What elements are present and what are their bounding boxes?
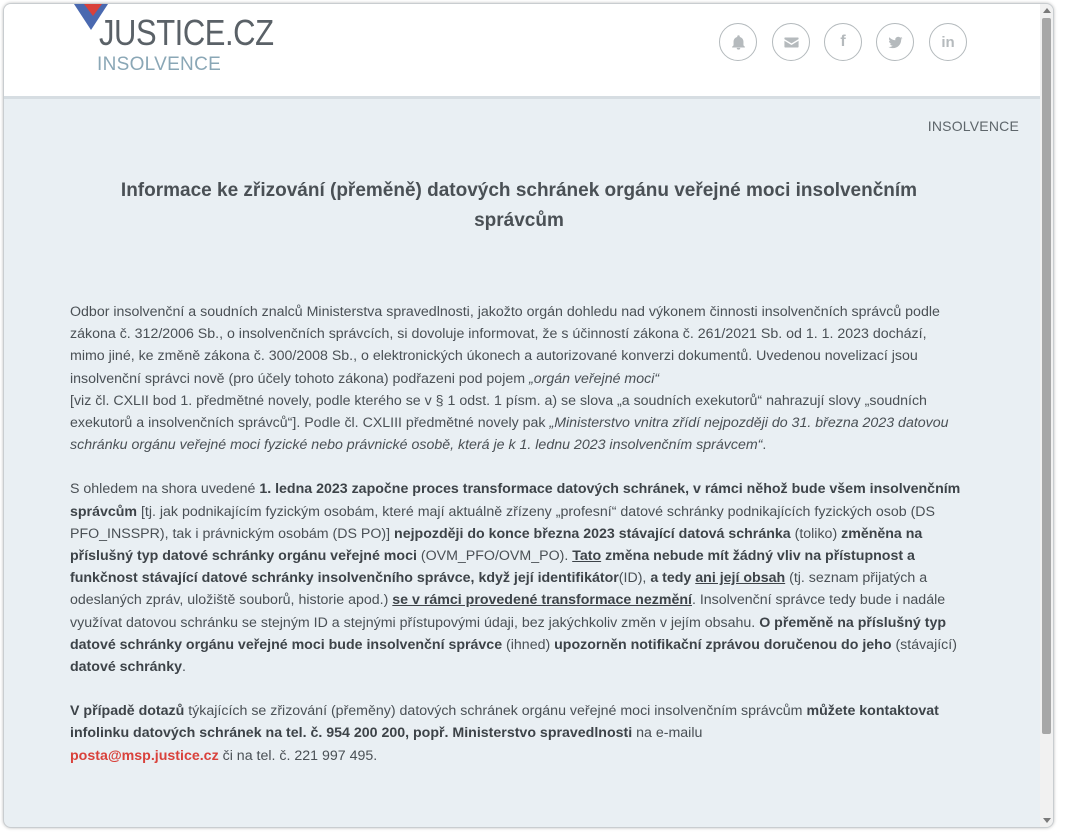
site-logo-subtitle[interactable]: INSOLVENCE xyxy=(97,54,222,75)
breadcrumb[interactable]: INSOLVENCE xyxy=(927,118,1019,134)
page-title: Informace ke zřizování (přeměně) datových schránek orgánu veřejné moci insolvenčním správcům xyxy=(120,180,918,231)
bell-icon[interactable] xyxy=(719,23,757,61)
scroll-up-arrow-icon[interactable] xyxy=(1043,8,1051,13)
twitter-icon[interactable] xyxy=(876,23,914,61)
site-header xyxy=(4,4,1040,99)
mail-icon[interactable] xyxy=(772,23,810,61)
browser-window xyxy=(3,3,1054,828)
paragraph-contact: V případě dotazů týkajících se zřizování (přeměny) datových schránek orgánu veřejné moci insolvenčním správcům můžete kontaktovat infolinku datových schránek na tel. č. 954 200 200, popř. Ministerstvo spravedlnosti na e-mailu posta@msp.justice.cz či na tel. č. 221 997 495. xyxy=(70,703,939,764)
paragraph-transformation: S ohledem na shora uvedené 1. ledna 2023 započne proces transformace datových schránek, v rámci něhož bude všem insolvenčním správcům [tj. jak podnikajícím fyzickým osobám, které mají aktuálně zřízeny „profesní“ datové schránky podnikajících fyzických osob (DS PFO_INSSPR), tak i právnickým osobám (DS PO)] nejpozději do konce března 2023 stávající datová schránka (toliko) změněna na příslušný typ datové schránky orgánu veřejné moci (OVM_PFO/OVM_PO). Tato změna nebude mít žádný vliv na přístupnost a funkčnost stávající datové schránky insolvenčního správce, když její identifikátor(ID), a tedy ani její obsah (tj. seznam přijatých a odeslaných zpráv, uložiště souborů, historie apod.) se v rámci provedené transformace nezmění. Insolvenční správce tedy bude i nadále využívat datovou schránku se stejným ID a stejnými přístupovými údaji, bez jakýchkoliv změn v jejím obsahu. O přeměně na příslušný typ datové schránky orgánu veřejné moci bude insolvenční správce (ihned) upozorněn notifikační zprávou doručenou do jeho (stávající) datové schránky. xyxy=(70,481,961,676)
article-body xyxy=(70,301,962,767)
facebook-icon[interactable]: f xyxy=(824,23,862,61)
email-link[interactable]: posta@msp.justice.cz xyxy=(70,747,219,764)
linkedin-icon[interactable]: in xyxy=(929,23,967,61)
vertical-scrollbar[interactable] xyxy=(1040,4,1053,827)
paragraph-intro: Odbor insolvenční a soudních znalců Ministerstva spravedlnosti, jakožto orgán dohledu nad výkonem činnosti insolvenčních správců podle zákona č. 312/2006 Sb., o insolvenčních správcích, si dovoluje informovat, že s účinností zákona č. 261/2021 Sb. od 1. 1. 2023 dochází, mimo jiné, ke změně zákona č. 300/2008 Sb., o elektronických úkonech a autorizované konverzi dokumentů. Uvedenou novelizací jsou insolvenční správci nově (pro účely tohoto zákona) podřazeni pod pojem „orgán veřejné moci“ [viz čl. CXLII bod 1. předmětné novely, podle kterého se v § 1 odst. 1 písm. a) se slova „a soudních exekutorů“ nahrazují slovy „soudních exekutorů a insolvenčních správců“]. Podle čl. CXLIII předmětné novely pak „Ministerstvo vnitra zřídí nejpozději do 31. března 2023 datovou schránku orgánu veřejné moci fyzické nebo právnické osobě, která je k 1. lednu 2023 insolvenčním správcem“. xyxy=(70,304,949,454)
scrollbar-thumb[interactable] xyxy=(1042,18,1051,734)
site-logo[interactable]: JUSTICE.CZ xyxy=(99,12,274,53)
scroll-down-arrow-icon[interactable] xyxy=(1043,818,1051,823)
